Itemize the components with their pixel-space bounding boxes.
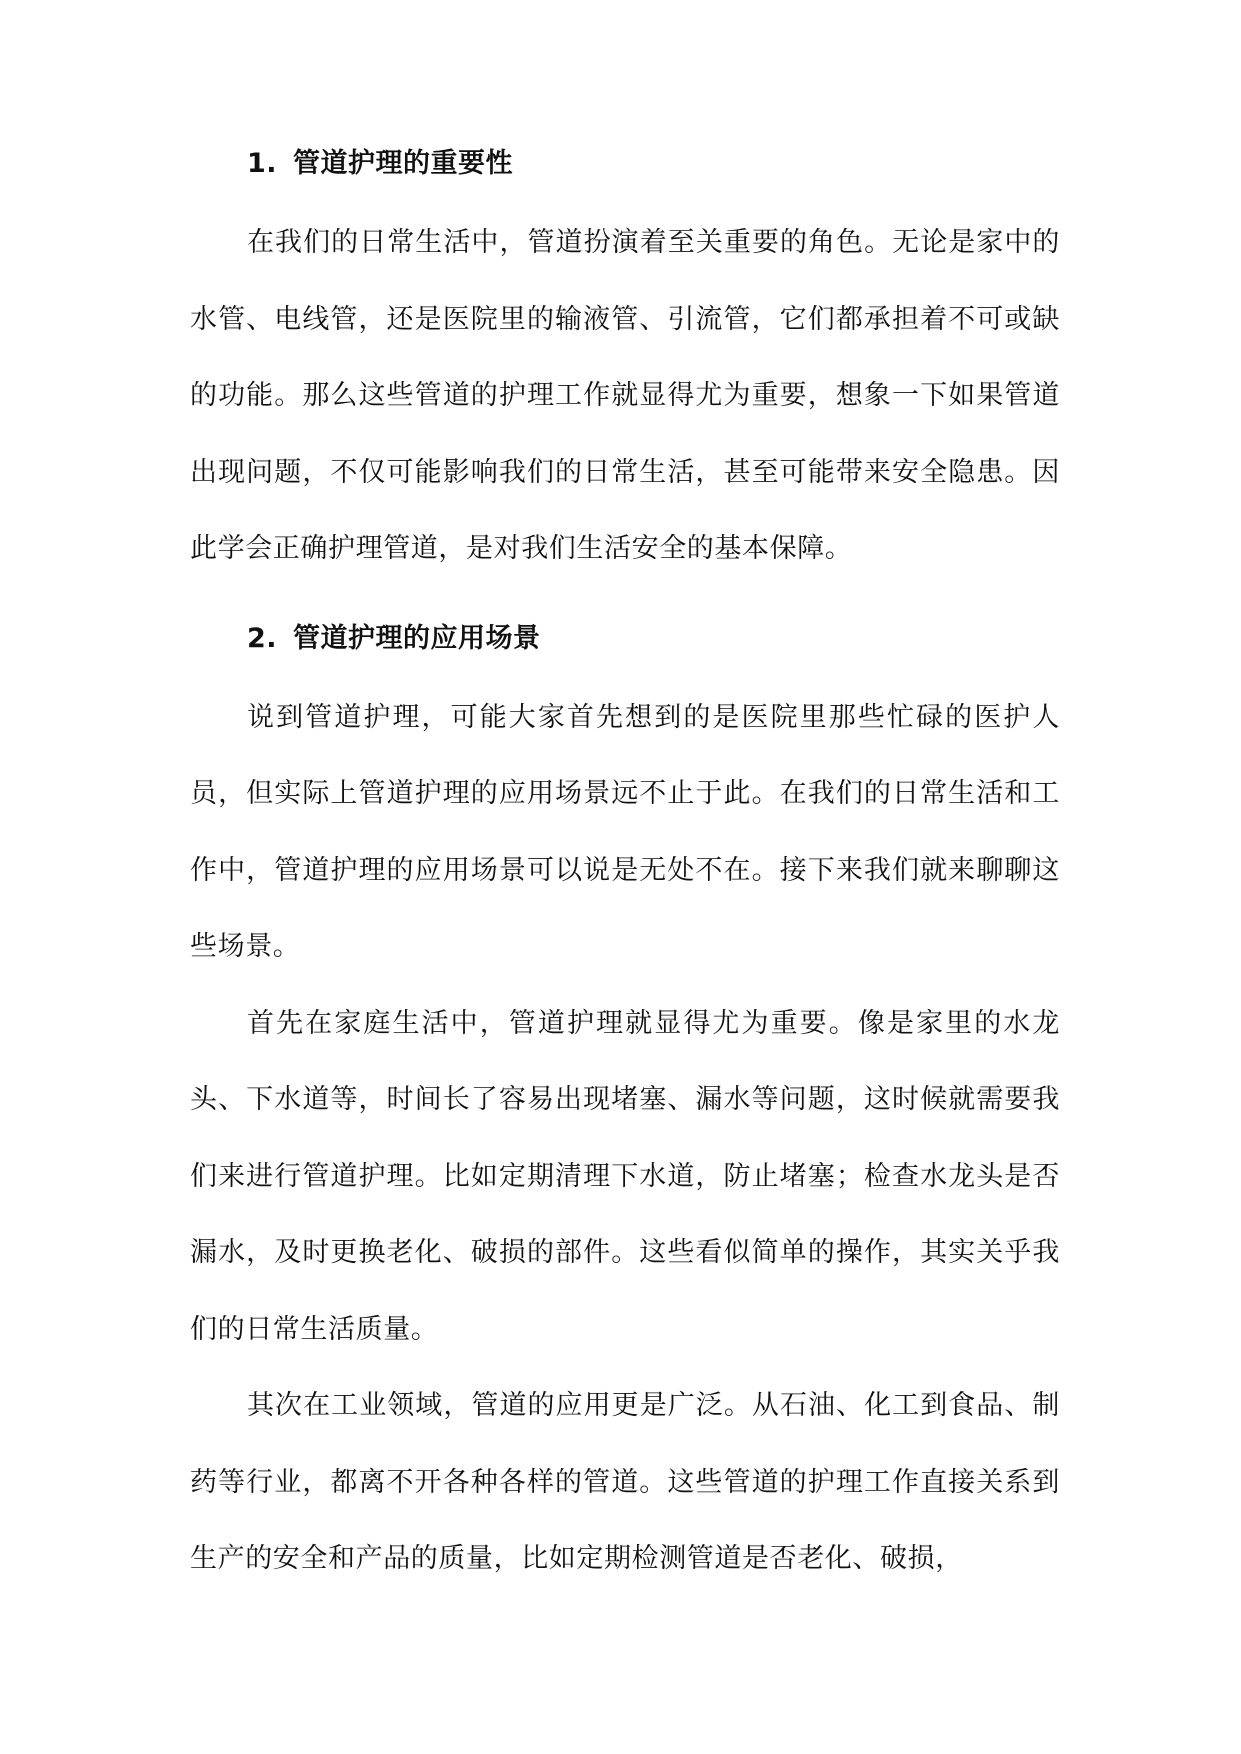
section-title: 管道护理的重要性 [293,148,514,179]
paragraph: 其次在工业领域，管道的应用更是广泛。从石油、化工到食品、制药等行业，都离不开各种各样的管道。这些管道的护理工作直接关系到生产的安全和产品的质量，比如定期检测管道是否老化、破损， [190,1390,1060,1574]
paragraph: 首先在家庭生活中，管道护理就显得尤为重要。像是家里的水龙头、下水道等，时间长了容易出现堵塞、漏水等问题，这时候就需要我们来进行管道护理。比如定期清理下水道，防止堵塞；检查水龙头是否漏水，及时更换老化、破损的部件。这些看似简单的操作，其实关乎我们的日常生活质量。 [190,1007,1060,1345]
section-number: 1. [247,148,278,179]
section-heading [190,140,1060,188]
section-heading [190,615,1060,663]
section-number: 2. [247,622,278,654]
section-importance [190,140,1060,588]
paragraph: 说到管道护理，可能大家首先想到的是医院里那些忙碌的医护人员，但实际上管道护理的应用场景远不止于此。在我们的日常生活和工作中，管道护理的应用场景可以说是无处不在。接下来我们就来聊聊这些场景。 [190,701,1060,962]
document-body [190,140,1060,1598]
section-application-scenarios [190,615,1060,1598]
section-title: 管道护理的应用场景 [293,622,541,654]
paragraph: 在我们的日常生活中，管道扮演着至关重要的角色。无论是家中的水管、电线管，还是医院里的输液管、引流管，它们都承担着不可或缺的功能。那么这些管道的护理工作就显得尤为重要，想象一下如果管道出现问题，不仅可能影响我们的日常生活，甚至可能带来安全隐患。因此学会正确护理管道，是对我们生活安全的基本保障。 [190,227,1060,564]
